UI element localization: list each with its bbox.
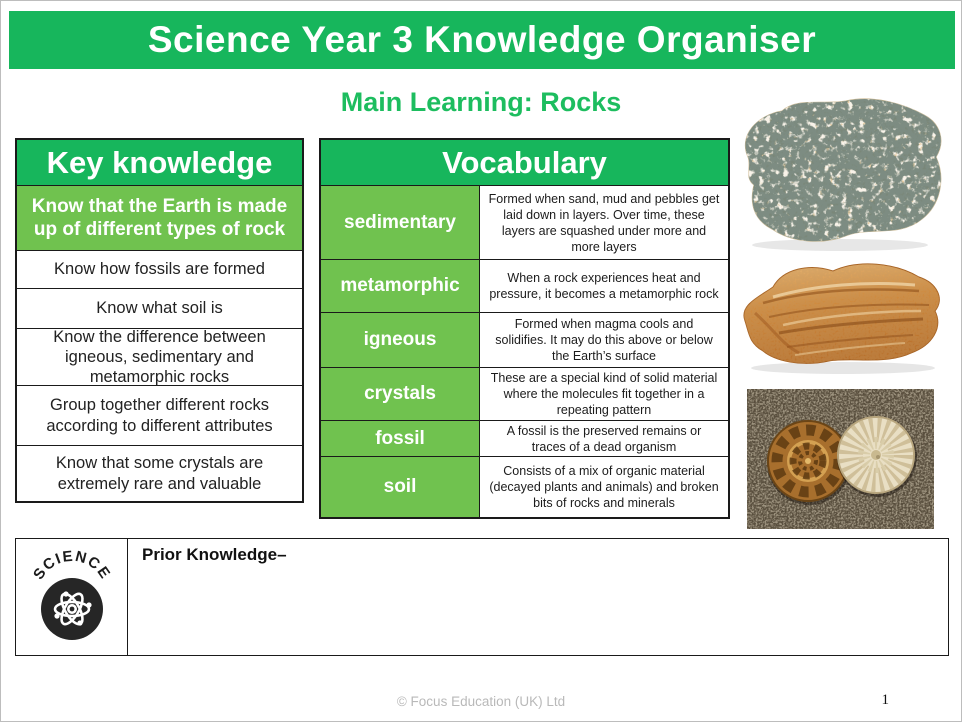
key-knowledge-item: Know how fossils are formed [17, 250, 302, 288]
granite-rock-image [730, 93, 950, 255]
science-logo-cell [16, 539, 128, 655]
key-knowledge-item: Know that some crystals are extremely rare and valuable [17, 445, 302, 501]
key-knowledge-table [15, 138, 304, 503]
science-logo-text: SCIENCE [29, 547, 114, 583]
prior-knowledge-heading: Prior Knowledge– [142, 545, 287, 564]
vocab-row-crystals [321, 367, 728, 420]
key-knowledge-item: Know that the Earth is made up of different types of rock [17, 185, 302, 250]
vocab-definition: These are a special kind of solid material where the molecules fit together in a repeating pattern [490, 371, 718, 417]
vocab-row-igneous [321, 312, 728, 367]
prior-knowledge-box [15, 538, 949, 656]
key-knowledge-item: Group together different rocks according to different attributes [17, 385, 302, 445]
cream-ammonite [837, 417, 917, 497]
vocabulary-header: Vocabulary [321, 140, 728, 185]
prior-knowledge-content [128, 539, 948, 655]
vocab-term: sedimentary [321, 186, 480, 259]
vocab-definition: When a rock experiences heat and pressure, it becomes a metamorphic rock [489, 271, 719, 301]
vocab-row-fossil [321, 420, 728, 456]
vocabulary-table [319, 138, 730, 519]
vocab-definition: Consists of a mix of organic material (decayed plants and animals) and broken bits of rocks and minerals [489, 464, 719, 510]
page-title: Science Year 3 Knowledge Organiser [147, 19, 817, 60]
vocab-term: fossil [321, 421, 480, 456]
vocab-row-soil [321, 456, 728, 517]
vocab-row-sedimentary [321, 185, 728, 259]
page-number: 1 [881, 692, 889, 708]
vocab-definition: A fossil is the preserved remains or traces of a dead organism [506, 423, 702, 454]
vocab-term: metamorphic [321, 260, 480, 312]
key-knowledge-item: Know what soil is [17, 288, 302, 328]
vocab-definition: Formed when magma cools and solidifies. It may do this above or below the Earth’s surface [495, 317, 713, 363]
science-logo [26, 547, 118, 647]
vocab-term: crystals [321, 368, 480, 420]
ammonite-fossil-image [747, 389, 934, 529]
vocab-definition: Formed when sand, mud and pebbles get laid down in layers. Over time, these layers are squashed under more and more layers [488, 191, 720, 254]
footer-copyright: © Focus Education (UK) Ltd [396, 694, 566, 709]
key-knowledge-header: Key knowledge [17, 140, 302, 185]
vocab-row-metamorphic [321, 259, 728, 312]
svg-text:SCIENCE [30, 548, 114, 583]
sedimentary-rock-image [735, 253, 951, 377]
vocab-term: igneous [321, 313, 480, 367]
title-banner [9, 11, 955, 69]
vocab-term: soil [321, 457, 480, 517]
main-learning-subtitle: Main Learning: Rocks [340, 87, 622, 117]
key-knowledge-item: Know the difference between igneous, sedimentary and metamorphic rocks [17, 328, 302, 385]
